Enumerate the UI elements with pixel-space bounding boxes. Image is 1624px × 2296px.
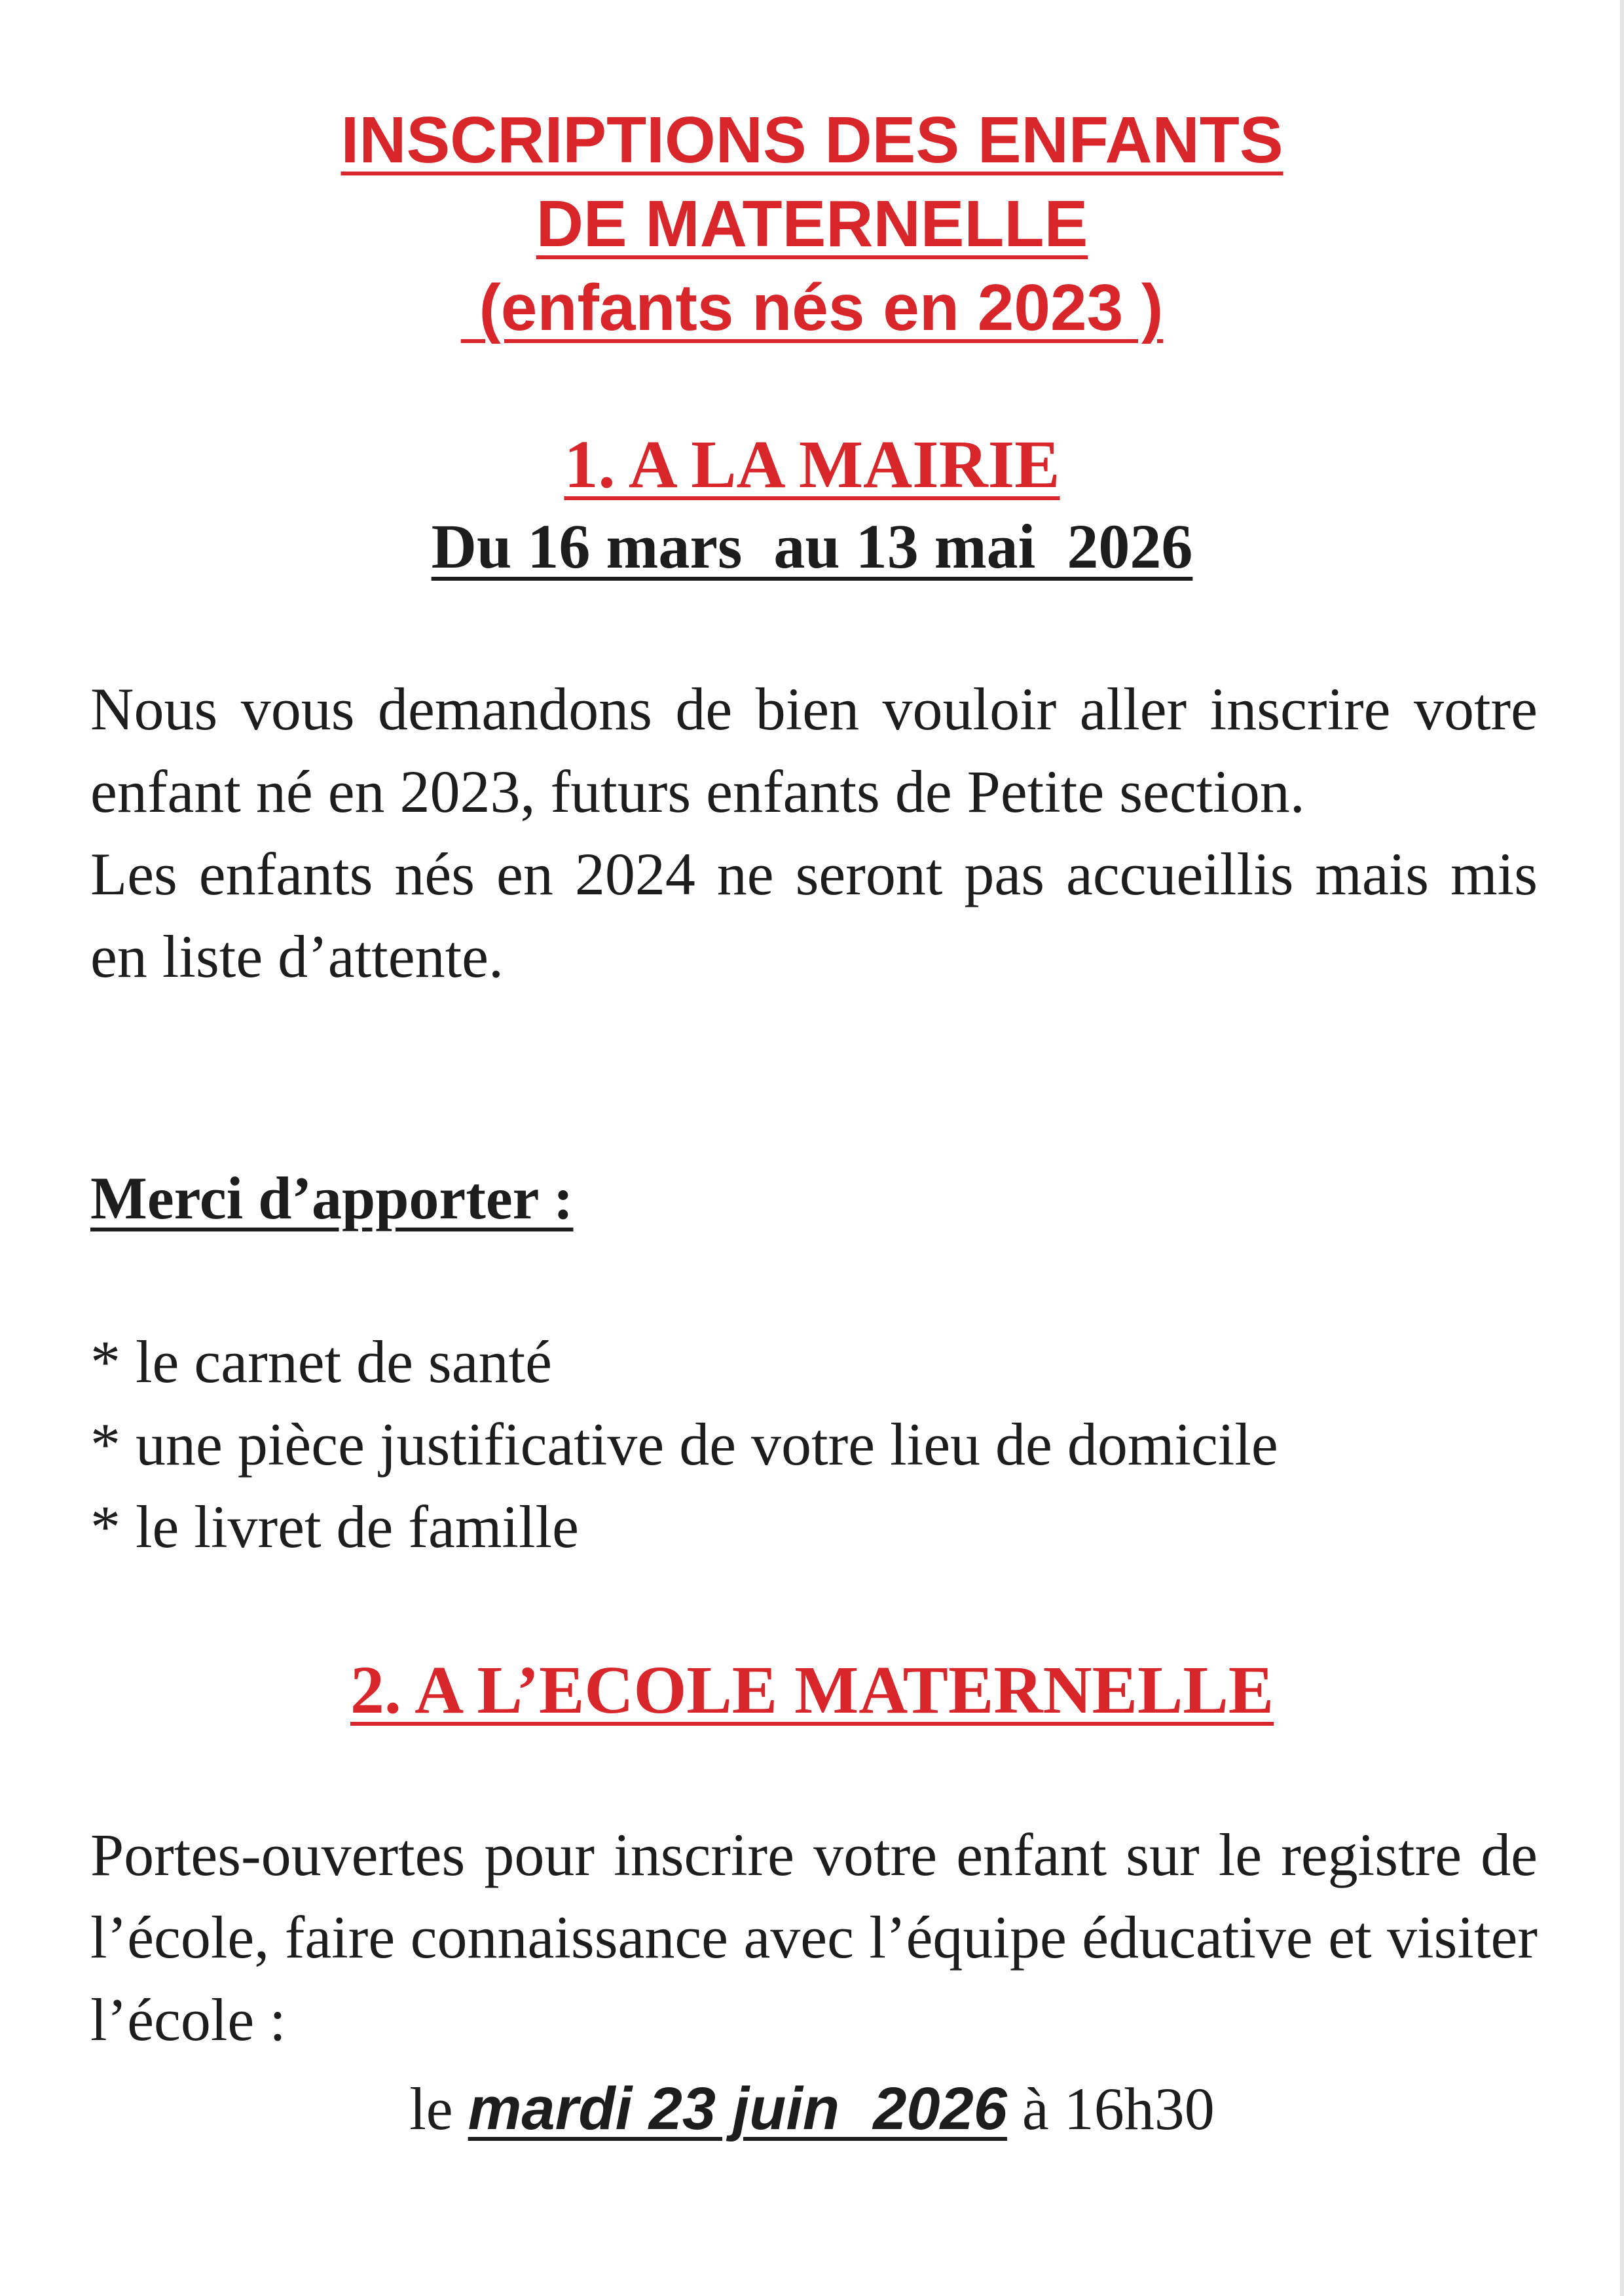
open-house-text: Portes-ouvertes pour inscrire votre enfant sur le registre de l’école, faire connaissance avec l’équipe éducative et visiter l’école :: [90, 1821, 1538, 2053]
registration-dates: [0, 507, 1624, 586]
date-prefix: le: [409, 2075, 468, 2142]
date-suffix: à 16h30: [1006, 2075, 1215, 2142]
document-title: [0, 98, 1624, 350]
required-documents-list: [90, 1321, 1538, 1568]
list-item: * une pièce justificative de votre lieu de domicile: [90, 1411, 1278, 1478]
list-item: * le livret de famille: [90, 1493, 579, 1560]
registration-dates-text: Du 16 mars au 13 mai 2026: [431, 511, 1193, 581]
section-2-heading-text: 2. A L’ECOLE MATERNELLE: [350, 1652, 1274, 1728]
section-1-heading: [0, 426, 1624, 504]
bring-title: [90, 1159, 573, 1237]
date-emphasis: mardi 23 juin 2026: [468, 2075, 1007, 2142]
open-house-date: [0, 2068, 1624, 2150]
section-2-paragraph: [90, 1813, 1538, 2061]
section-1-heading-text: 1. A LA MAIRIE: [564, 427, 1060, 502]
title-line-3: (enfants nés en 2023 ): [460, 271, 1164, 344]
title-line-1: INSCRIPTIONS DES ENFANTS: [341, 103, 1283, 177]
section-1-paragraph: [90, 668, 1538, 998]
paragraph-born-2024: Les enfants nés en 2024 ne seront pas accueillis mais mis en liste d’attente.: [90, 841, 1538, 990]
section-2-heading: [0, 1651, 1624, 1730]
title-line-2: DE MATERNELLE: [536, 187, 1088, 261]
paragraph-born-2023: Nous vous demandons de bien vouloir aller inscrire votre enfant né en 2023, futurs enfants de Petite section.: [90, 676, 1538, 825]
list-item: * le carnet de santé: [90, 1328, 552, 1395]
bring-title-text: Merci d’apporter :: [90, 1165, 574, 1231]
